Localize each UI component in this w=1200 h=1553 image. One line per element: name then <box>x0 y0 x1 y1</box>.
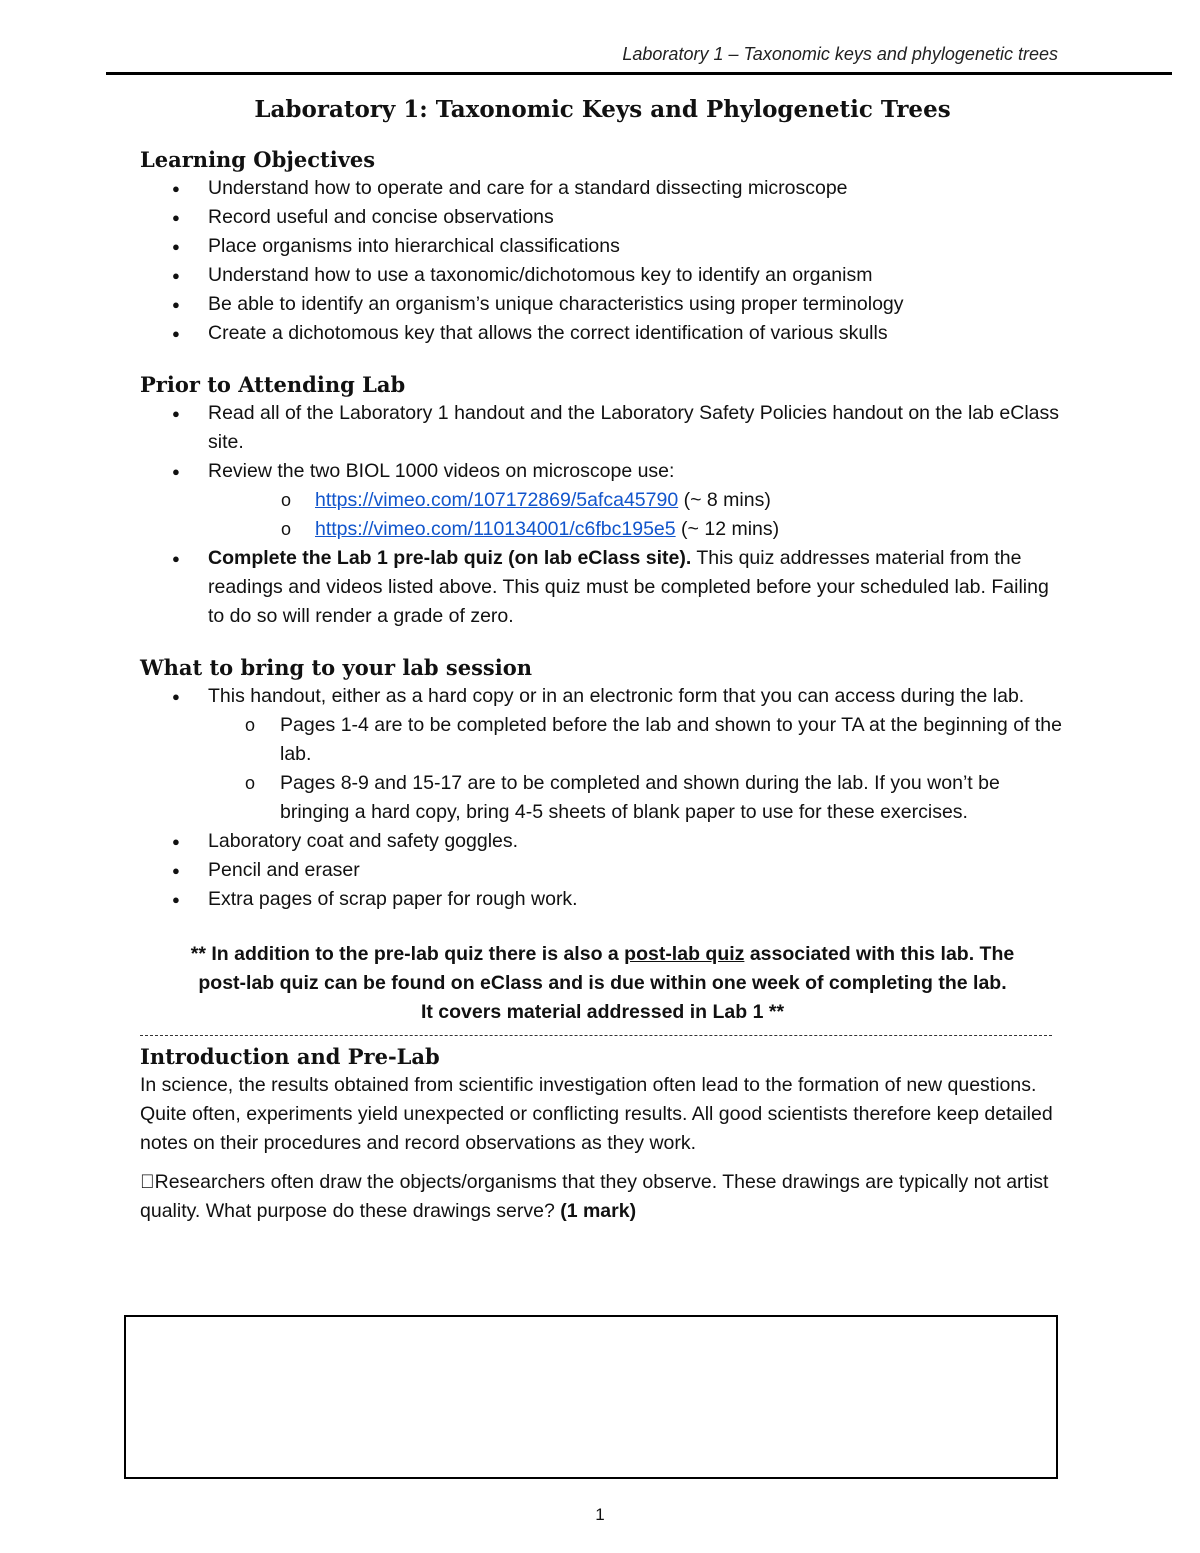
what-to-bring-list <box>140 682 1065 914</box>
list-item: ● Extra pages of scrap paper for rough work. <box>140 885 1065 914</box>
document-title: Laboratory 1: Taxonomic Keys and Phylogenetic Trees <box>254 96 951 123</box>
learning-objectives-list <box>140 174 1065 348</box>
list-item: ● Understand how to operate and care for a standard dissecting microscope <box>140 174 1065 203</box>
running-header: Laboratory 1 – Taxonomic keys and phylogenetic trees <box>622 44 1058 64</box>
prelab-quiz-detail: This quiz addresses material from the readings and videos listed above. This quiz must be completed before your scheduled lab. Failing to do so will render a grade of zero. <box>208 547 1049 627</box>
prior-to-lab-heading: Prior to Attending Lab <box>140 372 406 397</box>
list-item: ● Create a dichotomous key that allows the correct identification of various skulls <box>140 319 1065 348</box>
video-link-item <box>208 486 1065 515</box>
sub-list-item: o Pages 8-9 and 15-17 are to be completed and shown during the lab. If you won’t be bringing a hard copy, bring 4-5 sheets of blank paper to use for these exercises. <box>208 769 1065 827</box>
note-line-1: ** In addition to the pre-lab quiz there is also a post-lab quiz associated with this lab. The <box>190 943 1015 965</box>
list-item: ● Place organisms into hierarchical classifications <box>140 232 1065 261</box>
introduction-paragraph: In science, the results obtained from scientific investigation often lead to the formation of new questions. Quite often, experiments yield unexpected or conflicting results. All good scientists therefore keep detailed notes on their procedures and record observations as they work. <box>140 1074 1053 1154</box>
note-line-3: It covers material addressed in Lab 1 ** <box>420 1001 785 1023</box>
introduction-heading: Introduction and Pre-Lab <box>140 1044 440 1069</box>
video-duration: (~ 8 mins) <box>678 489 771 511</box>
list-item <box>140 544 1065 631</box>
post-lab-quiz-note <box>140 940 1065 1027</box>
question-marks: (1 mark) <box>560 1200 637 1222</box>
learning-objectives-heading: Learning Objectives <box>140 147 376 172</box>
list-item: ● Pencil and eraser <box>140 856 1065 885</box>
post-lab-quiz-term: post-lab quiz <box>624 943 745 965</box>
answer-box[interactable] <box>124 1315 1058 1479</box>
handout-text: This handout, either as a hard copy or in an electronic form that you can access during the lab. <box>208 685 1025 707</box>
note-line-2: post-lab quiz can be found on eClass and is due within one week of completing the lab. <box>198 972 1007 994</box>
dashed-divider <box>140 1035 1052 1036</box>
video-link-item <box>208 515 1065 544</box>
what-to-bring-heading: What to bring to your lab session <box>140 655 533 680</box>
content <box>140 96 1065 1226</box>
video-link[interactable]: https://vimeo.com/107172869/5afca45790 <box>315 489 679 511</box>
drawing-question: Researchers often draw the objects/organisms that they observe. These drawings are typically not artist quality. What purpose do these drawings serve? (1 mark) <box>140 1171 1034 1222</box>
sub-list-item: o Pages 1-4 are to be completed before the lab and shown to your TA at the beginning of the lab. <box>208 711 1065 769</box>
list-item: ● Read all of the Laboratory 1 handout and the Laboratory Safety Policies handout on the lab eClass site. <box>140 399 1065 457</box>
page-number: 1 <box>595 1505 605 1524</box>
list-item: ● Understand how to use a taxonomic/dichotomous key to identify an organism <box>140 261 1065 290</box>
list-item: ● Laboratory coat and safety goggles. <box>140 827 1065 856</box>
list-item: ● Be able to identify an organism’s unique characteristics using proper terminology <box>140 290 1065 319</box>
list-item <box>140 457 1065 544</box>
header-rule <box>106 72 1172 75</box>
video-links-list <box>208 486 1065 544</box>
list-item <box>140 682 1065 827</box>
video-intro-text: Review the two BIOL 1000 videos on microscope use: <box>208 460 675 482</box>
video-link[interactable]: https://vimeo.com/110134001/c6fbc195e5 <box>315 518 676 540</box>
prelab-quiz-instruction: Complete the Lab 1 pre-lab quiz (on lab eClass site). <box>208 547 692 569</box>
prior-to-lab-list <box>140 399 1065 631</box>
handout-sublist <box>208 711 1065 827</box>
list-item: ● Record useful and concise observations <box>140 203 1065 232</box>
video-duration: (~ 12 mins) <box>675 518 780 540</box>
